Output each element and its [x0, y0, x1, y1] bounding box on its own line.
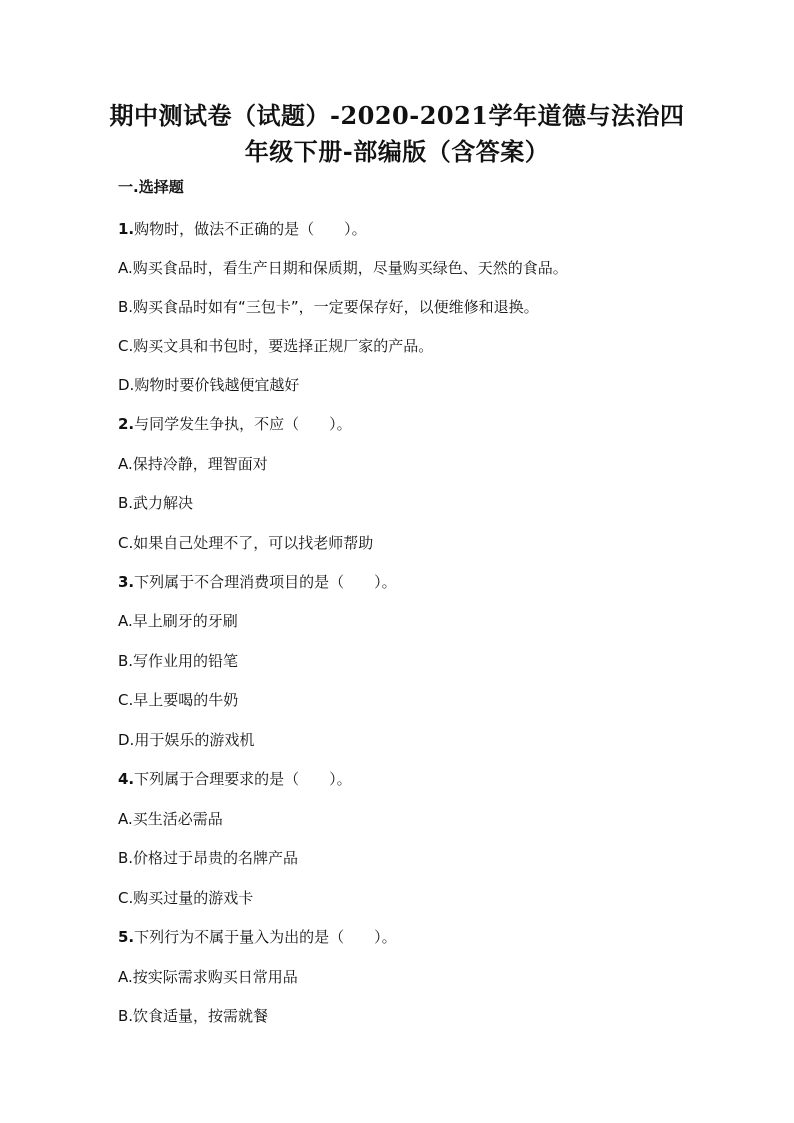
- option-2b: B.武力解决: [118, 494, 194, 512]
- option-1d: D.购物时要价钱越便宜越好: [118, 376, 300, 394]
- question-3: [118, 571, 397, 592]
- question-2: [118, 413, 352, 434]
- document-title-line-1: 期中测试卷（试题）-2020-2021学年道德与法治四: [109, 101, 685, 130]
- question-5: [118, 926, 397, 947]
- section-heading: 一.选择题: [118, 178, 184, 196]
- document-title-line-2: 年级下册-部编版（含答案）: [244, 137, 550, 166]
- question-text: 与同学发生争执，不应（ ）。: [134, 415, 352, 433]
- option-4b: B.价格过于昂贵的名牌产品: [118, 849, 299, 867]
- option-2a: A.保持冷静，理智面对: [118, 455, 268, 473]
- question-text: 下列行为不属于量入为出的是（ ）。: [134, 928, 397, 946]
- option-3a: A.早上刷牙的牙刷: [118, 612, 238, 630]
- question-1: [118, 218, 367, 239]
- question-number: 1.: [118, 220, 135, 238]
- option-1c: C.购买文具和书包时，要选择正规厂家的产品。: [118, 337, 434, 355]
- question-text: 下列属于合理要求的是（ ）。: [134, 770, 352, 788]
- option-1a: A.购买食品时，看生产日期和保质期，尽量购买绿色、天然的食品。: [118, 259, 568, 277]
- question-text: 下列属于不合理消费项目的是（ ）。: [134, 573, 397, 591]
- option-4a: A.买生活必需品: [118, 810, 223, 828]
- question-text: 购物时，做法不正确的是（ ）。: [134, 220, 367, 238]
- question-number: 3.: [118, 573, 135, 591]
- option-2c: C.如果自己处理不了，可以找老师帮助: [118, 534, 374, 552]
- option-1b: B.购买食品时如有“三包卡”，一定要保存好，以便维修和退换。: [118, 298, 539, 316]
- option-3d: D.用于娱乐的游戏机: [118, 731, 255, 749]
- option-4c: C.购买过量的游戏卡: [118, 889, 254, 907]
- question-number: 2.: [118, 415, 135, 433]
- question-number: 4.: [118, 770, 135, 788]
- option-3b: B.写作业用的铅笔: [118, 652, 239, 670]
- question-number: 5.: [118, 928, 135, 946]
- option-5a: A.按实际需求购买日常用品: [118, 968, 298, 986]
- question-4: [118, 768, 352, 789]
- option-3c: C.早上要喝的牛奶: [118, 691, 239, 709]
- option-5b: B.饮食适量，按需就餐: [118, 1007, 269, 1025]
